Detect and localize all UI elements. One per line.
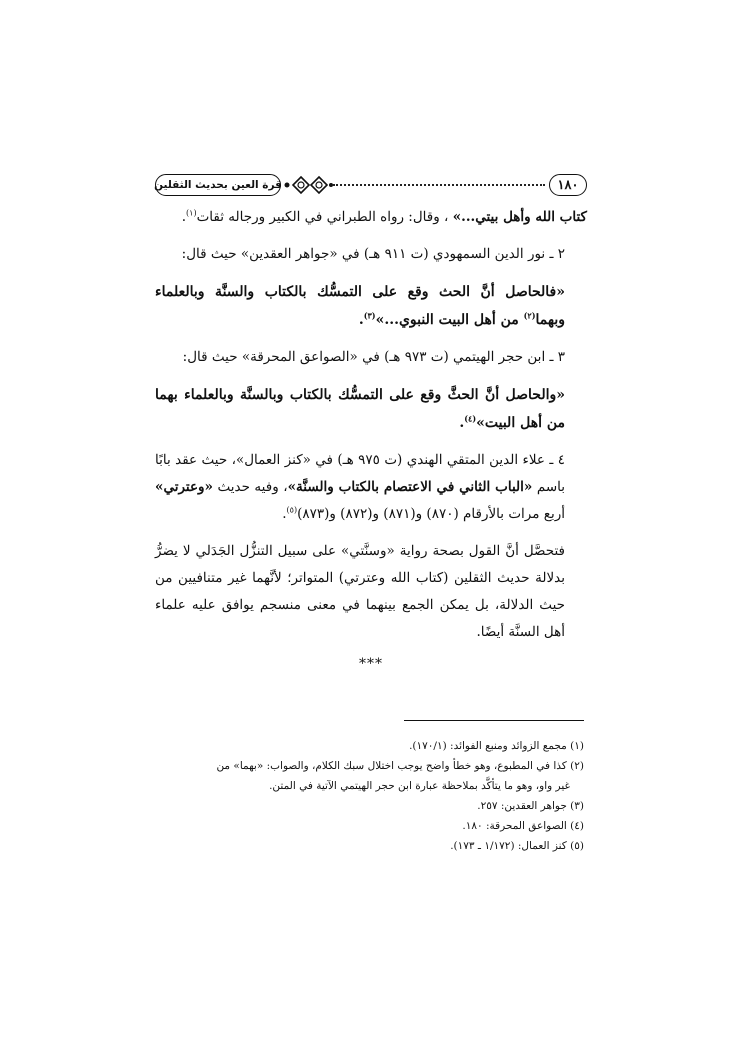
punctuation: . (181, 209, 187, 225)
quote-text: «وعترتي» (155, 479, 213, 495)
section-separator: *** (359, 656, 383, 672)
punctuation: . (459, 415, 465, 431)
punctuation: . (282, 506, 287, 522)
paragraph-1 (155, 204, 587, 231)
ornament-icon (283, 174, 333, 196)
quote-text-end: من أهل البيت النبوي...» (375, 312, 519, 328)
paragraph-2: ٢ ـ نور الدين السمهودي (ت ٩١١ هـ) في «جواهر العقدين» حيث قال: (181, 246, 565, 262)
footnote-2: (٢) كذا في المطبوع، وهو خطأ واضح يوجب اختلال سبك الكلام، والصواب: «بهما» من (216, 760, 584, 772)
main-text (155, 204, 587, 672)
paragraph-4: ٣ ـ ابن حجر الهيتمي (ت ٩٧٣ هـ) في «الصواعق المحرقة» حيث قال: (182, 349, 565, 365)
quote-text: كتاب الله وأهل بيتي...» (452, 209, 587, 225)
paragraph-7: فتحصَّل أنَّ القول بصحة رواية «وسنَّتي» على سبيل التنزُّل الجَدَلي لا يضرُّ بدلالة حديث الثقلين (كتاب الله وعترتي) المتواتر؛ لأنَّهما غير متنافيين من حيث الدلالة، بل يمكن الجمع بينهما في معنى منسجم يوافق عليه علماء أهل السنَّة أيضًا. (155, 543, 565, 640)
footnote-4: (٤) الصواعق المحرقة: ١٨٠. (462, 820, 584, 832)
footnote-divider (404, 720, 584, 721)
footnote-5: (٥) كنز العمال: (١/١٧٢ ـ ١٧٣). (450, 840, 584, 852)
paragraph-6 (155, 447, 587, 528)
quote-text: «فالحاصل أنَّ الحث وقع على التمسُّك بالكتاب والسنَّة وبالعلماء وبهما (155, 284, 565, 328)
paragraph-text: ٤ ـ علاء الدين المتقي الهندي (ت ٩٧٥ هـ) في «كنز العمال»، حيث عقد بابًا باسم (155, 452, 566, 495)
footnote-ref: (١) (186, 208, 197, 218)
book-title: قرة العين بحديث الثقلين (155, 174, 281, 196)
footnote-ref: (٤) (464, 413, 477, 424)
paragraph-3 (155, 278, 587, 334)
chapter-name: «الباب الثاني في الاعتصام بالكتاب والسنَّة» (287, 479, 533, 495)
paragraph-5 (155, 381, 587, 437)
footnote-1: (١) مجمع الزوائد ومنبع الفوائد: (١٧٠/١). (409, 740, 584, 752)
footnote-ref: (٣) (363, 310, 376, 321)
footnote-3: (٣) جواهر العقدين: ٢٥٧. (477, 800, 584, 812)
footnote-ref: (٢) (523, 310, 536, 321)
paragraph-text: أربع مرات بالأرقام (٨٧٠) و(٨٧١) و(٨٧٢) و(٨٧٣) (297, 506, 565, 522)
page-header (155, 172, 587, 198)
page-number: ١٨٠ (549, 174, 587, 196)
quote-text: «والحاصل أنَّ الحثَّ وقع على التمسُّك بالكتاب وبالسنَّة وبالعلماء بهما من أهل البيت» (155, 387, 565, 431)
footnotes (160, 736, 584, 856)
paragraph-text: ، وفيه حديث (217, 479, 288, 495)
footnote-2-continued: غير واو، وهو ما يتأكَّد بملاحظة عبارة ابن حجر الهيتمي الآتية في المتن. (269, 780, 570, 792)
paragraph-text: ، وقال: رواه الطبراني في الكبير ورجاله ثقات (196, 209, 449, 225)
punctuation: . (358, 312, 364, 328)
footnote-ref: (٥) (286, 505, 298, 515)
header-divider (333, 184, 545, 186)
